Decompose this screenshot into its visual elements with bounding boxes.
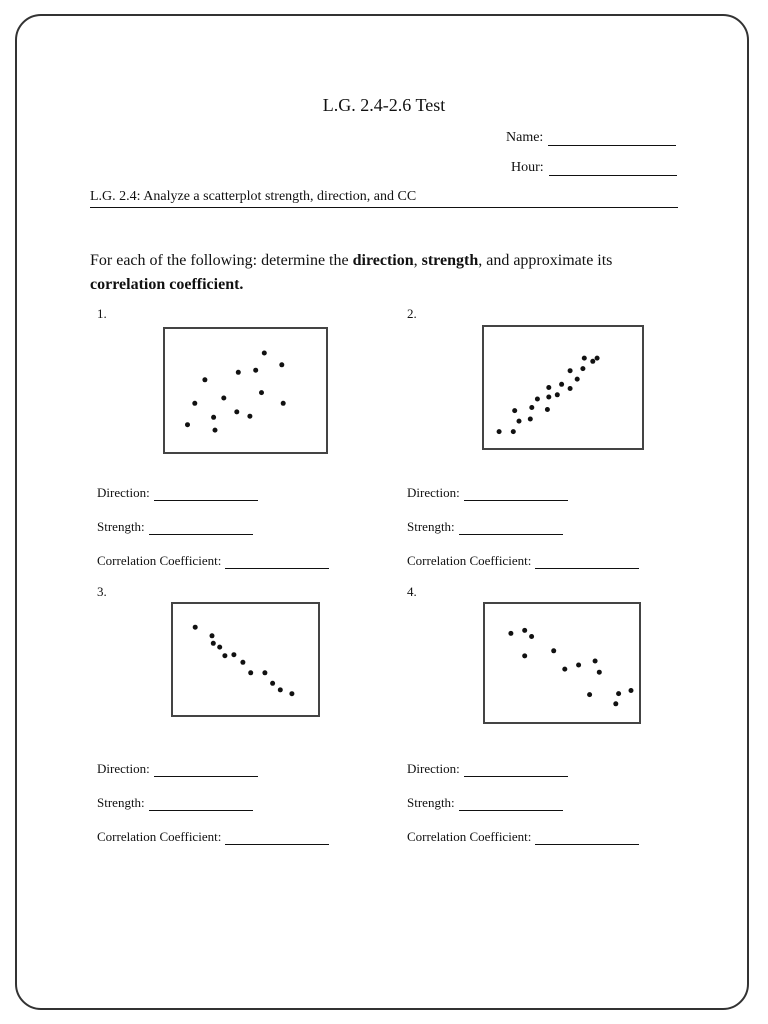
scatter-point (193, 625, 198, 630)
problem-number: 4. (407, 584, 417, 599)
scatter-point (240, 660, 245, 665)
scatter-point (582, 356, 587, 361)
strength-blank[interactable] (459, 798, 563, 811)
name-label: Name: (506, 130, 544, 145)
scatter-point (262, 670, 267, 675)
strength-label: Strength: (407, 795, 455, 810)
name-field (506, 130, 676, 146)
scatter-point (562, 667, 567, 672)
hour-field (511, 160, 677, 176)
scatter-point (222, 653, 227, 658)
scatter-point (529, 634, 534, 639)
scatter-point (259, 390, 264, 395)
direction-label: Direction: (97, 485, 150, 500)
scatter-point (595, 356, 600, 361)
scatter-point (535, 397, 540, 402)
strength-label: Strength: (407, 519, 455, 534)
scatter-point (528, 417, 533, 422)
name-blank[interactable] (548, 131, 676, 146)
direction-label: Direction: (97, 761, 150, 776)
scatter-point (247, 414, 252, 419)
scatter-point (568, 386, 573, 391)
strength-field-3 (97, 795, 253, 811)
scatter-point (508, 631, 513, 636)
scatter-point (213, 428, 218, 433)
instructions-cc: correlation coefficient (90, 276, 240, 293)
scatter-point (559, 382, 564, 387)
scatter-point (551, 648, 556, 653)
scatter-point (270, 681, 275, 686)
problem-number: 1. (97, 306, 107, 321)
direction-field-3 (97, 761, 258, 777)
direction-blank[interactable] (464, 764, 568, 777)
instructions-direction: direction (352, 252, 414, 269)
page-title: L.G. 2.4-2.6 Test (322, 95, 446, 115)
instructions-text: For each of the following: determine the (90, 252, 353, 269)
instructions (90, 249, 690, 297)
scatter-point (511, 429, 516, 434)
scatterplot-2 (482, 325, 644, 450)
hour-label: Hour: (511, 160, 544, 175)
scatter-point (281, 401, 286, 406)
scatter-point (512, 408, 517, 413)
direction-label: Direction: (407, 485, 460, 500)
scatterplot-4 (483, 602, 641, 724)
scatter-point (211, 415, 216, 420)
instructions-text-2: , and approximate its (478, 252, 613, 269)
strength-label: Strength: (97, 795, 145, 810)
cc-blank[interactable] (225, 556, 329, 569)
cc-field-3 (97, 829, 329, 845)
scatter-point (192, 401, 197, 406)
scatter-point (590, 359, 595, 364)
strength-blank[interactable] (149, 522, 253, 535)
strength-field-4 (407, 795, 563, 811)
scatter-point (529, 405, 534, 410)
scatter-point (613, 701, 618, 706)
cc-label: Correlation Coefficient: (97, 553, 222, 568)
cc-field-2 (407, 553, 639, 569)
direction-blank[interactable] (154, 488, 258, 501)
scatterplot-1 (163, 327, 328, 454)
scatter-point (217, 645, 222, 650)
scatter-point (289, 691, 294, 696)
scatter-point (568, 368, 573, 373)
cc-field-4 (407, 829, 639, 845)
cc-field-1 (97, 553, 329, 569)
scatter-point (616, 691, 621, 696)
scatter-point (575, 377, 580, 382)
direction-field-1 (97, 485, 258, 501)
cc-label: Correlation Coefficient: (407, 553, 532, 568)
cc-blank[interactable] (225, 832, 329, 845)
scatter-point (517, 419, 522, 424)
cc-blank[interactable] (535, 556, 639, 569)
scatter-point (262, 351, 267, 356)
scatter-point (576, 663, 581, 668)
instructions-strength: strength (421, 252, 479, 269)
problem-number: 2. (407, 306, 417, 321)
scatter-point (221, 396, 226, 401)
direction-blank[interactable] (154, 764, 258, 777)
scatter-point (522, 628, 527, 633)
scatter-point (522, 653, 527, 658)
scatter-point (555, 392, 560, 397)
direction-blank[interactable] (464, 488, 568, 501)
scatter-point (545, 407, 550, 412)
scatter-point (497, 429, 502, 434)
scatter-point (202, 377, 207, 382)
scatter-point (597, 670, 602, 675)
scatter-point (231, 652, 236, 657)
scatter-point (587, 692, 592, 697)
hour-blank[interactable] (549, 161, 677, 176)
cc-label: Correlation Coefficient: (407, 829, 532, 844)
strength-label: Strength: (97, 519, 145, 534)
scatter-point (253, 368, 258, 373)
scatter-point (580, 366, 585, 371)
problem-number: 3. (97, 584, 107, 599)
cc-blank[interactable] (535, 832, 639, 845)
direction-field-2 (407, 485, 568, 501)
cc-label: Correlation Coefficient: (97, 829, 222, 844)
scatter-point (185, 422, 190, 427)
scatter-point (210, 633, 215, 638)
strength-field-2 (407, 519, 563, 535)
scatter-point (234, 409, 239, 414)
scatterplot-3 (171, 602, 320, 717)
scatter-point (279, 362, 284, 367)
learning-goal: L.G. 2.4: Analyze a scatterplot strength, direction, and CC (90, 189, 678, 208)
direction-field-4 (407, 761, 568, 777)
instructions-sep: , (413, 252, 422, 269)
direction-label: Direction: (407, 761, 460, 776)
strength-blank[interactable] (459, 522, 563, 535)
scatter-point (593, 659, 598, 664)
scatter-point (211, 641, 216, 646)
scatter-point (236, 370, 241, 375)
strength-field-1 (97, 519, 253, 535)
scatter-point (546, 385, 551, 390)
scatter-point (546, 395, 551, 400)
strength-blank[interactable] (149, 798, 253, 811)
instructions-end: . (239, 276, 244, 293)
scatter-point (629, 688, 634, 693)
scatter-point (248, 670, 253, 675)
scatter-point (278, 687, 283, 692)
